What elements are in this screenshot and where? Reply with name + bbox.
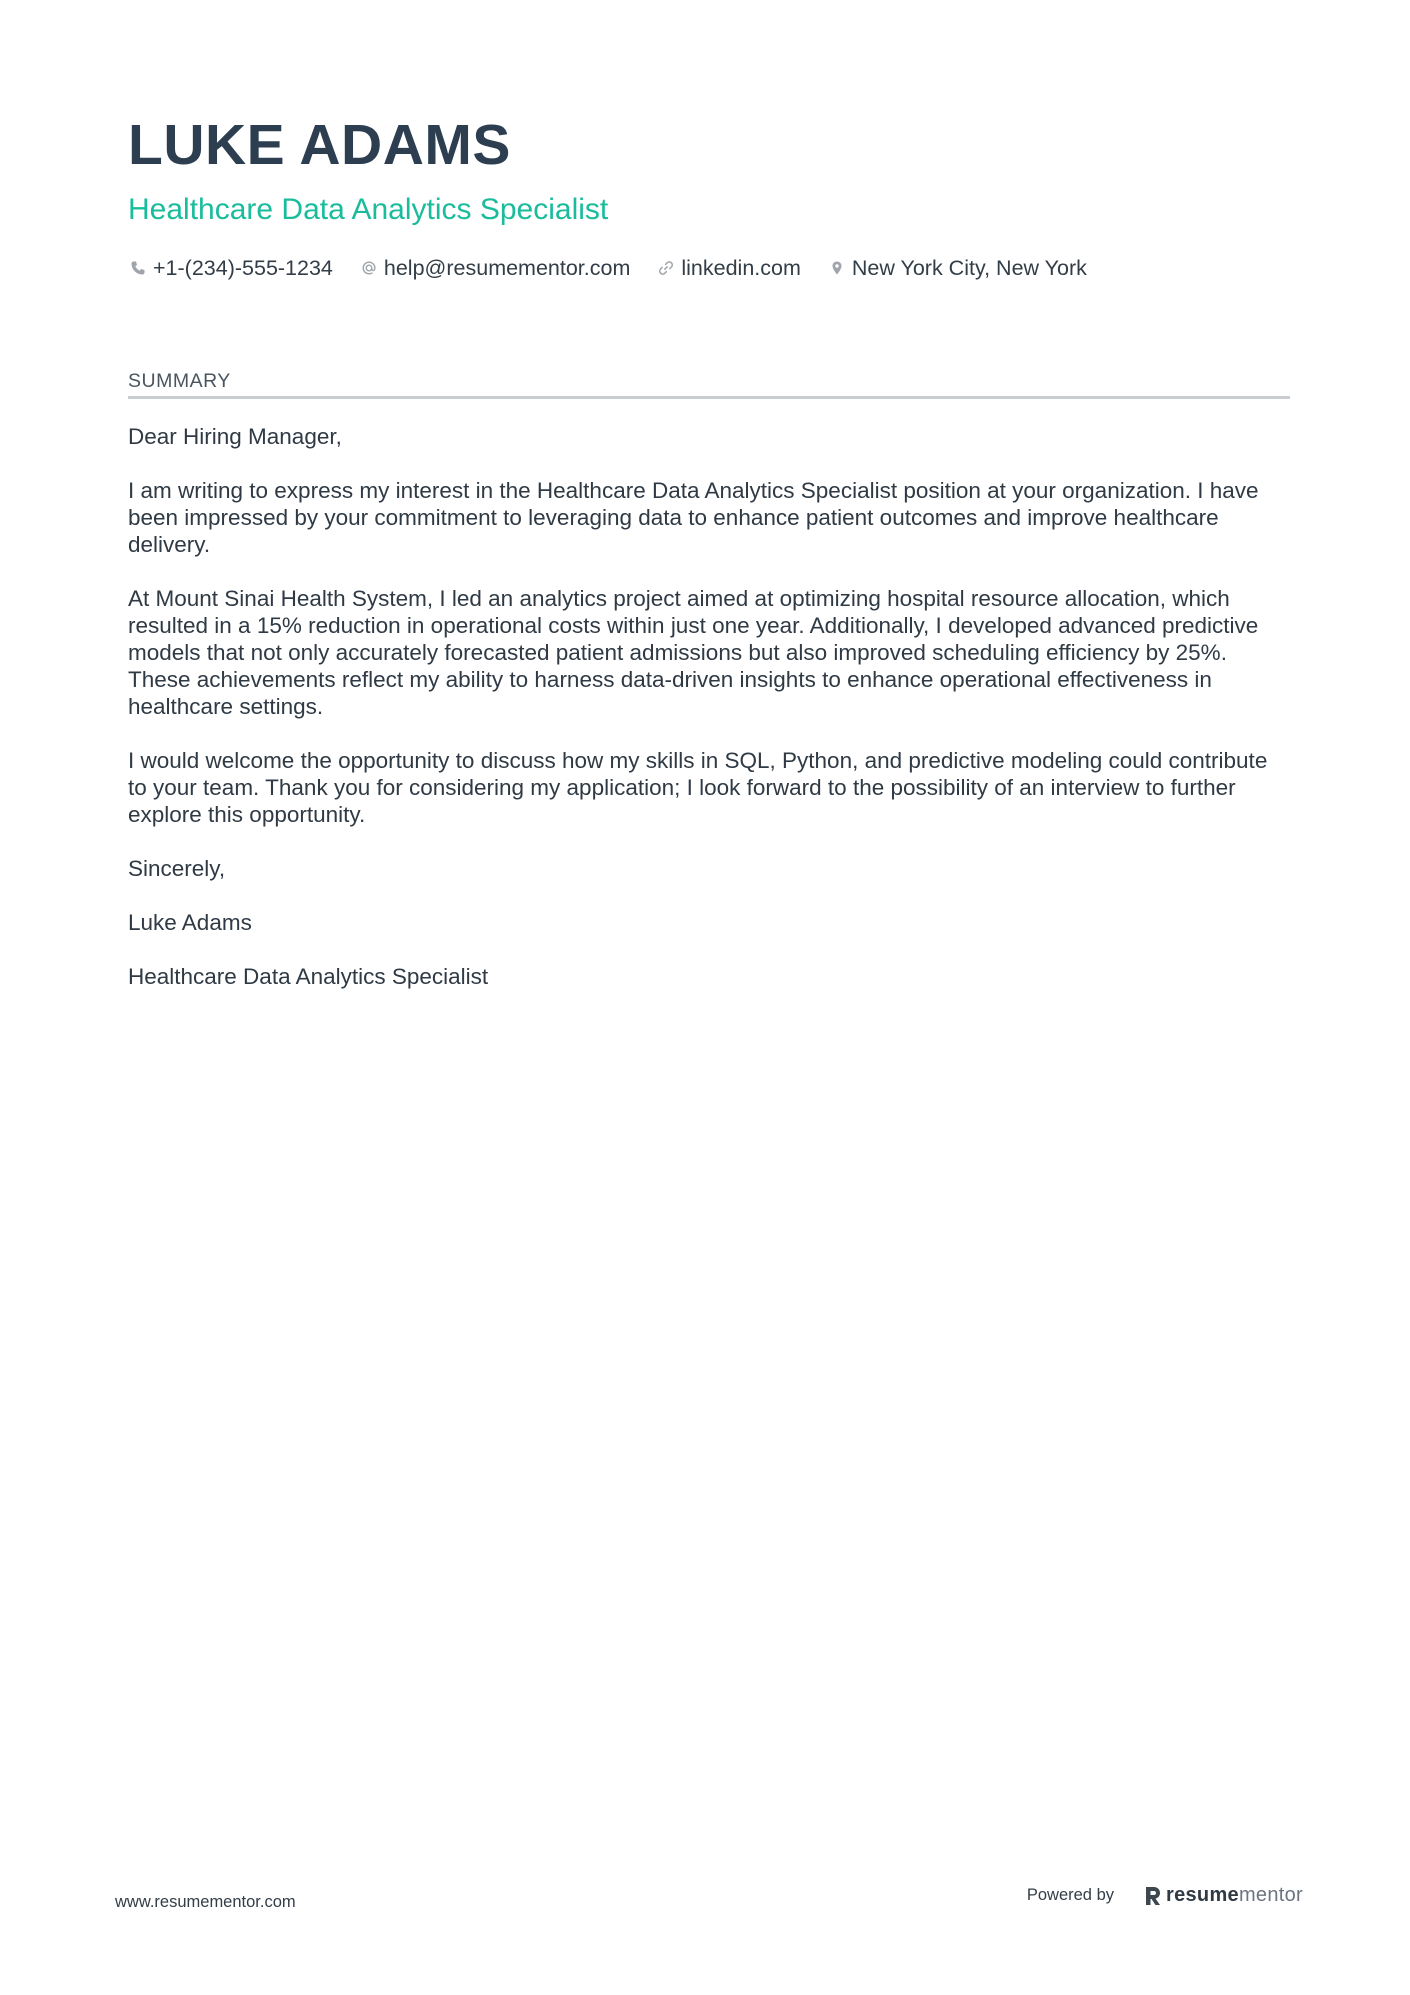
resumementor-logo[interactable]: [1144, 1884, 1303, 1907]
candidate-role: Healthcare Data Analytics Specialist: [128, 193, 609, 226]
footer-website[interactable]: www.resumementor.com: [115, 1893, 296, 1911]
letter-body: [128, 423, 1290, 990]
phone-text: +1-(234)-555-1234: [153, 256, 333, 280]
resumementor-logo-icon: [1144, 1885, 1162, 1907]
letter-paragraph: At Mount Sinai Health System, I led an analytics project aimed at optimizing hospital resource allocation, which resulted in a 15% reduction in operational costs within just one year. Additionally, I developed advanced predictive models that not only accurately forecasted patient admissions but also improved scheduling efficiency by 25%. These achievements reflect my ability to harness data-driven insights to enhance operational effectiveness in healthcare settings.: [128, 586, 1259, 719]
brand-text-resume: resume: [1166, 1884, 1239, 1906]
contact-email: [359, 254, 630, 282]
letter-paragraph: I would welcome the opportunity to discuss how my skills in SQL, Python, and predictive modeling could contribute to your team. Thank you for considering my application; I look forward to the possibility of an interview to further explore this opportunity.: [128, 748, 1268, 827]
candidate-name: LUKE ADAMS: [128, 113, 511, 177]
cover-letter: [128, 110, 1290, 1017]
footer-branding: [1027, 1884, 1303, 1907]
phone-icon: [128, 258, 148, 278]
brand-text-mentor: mentor: [1238, 1884, 1303, 1906]
signature-title: Healthcare Data Analytics Specialist: [128, 964, 489, 989]
at-icon: [359, 258, 379, 278]
summary-section: [128, 368, 1290, 990]
location-text: New York City, New York: [851, 256, 1087, 280]
closing: Sincerely,: [128, 856, 226, 881]
contact-phone: [128, 254, 333, 282]
contact-location: [827, 254, 1087, 282]
link-icon: [656, 258, 676, 278]
contact-linkedin: [656, 254, 801, 282]
contact-bar: [128, 254, 1290, 282]
letter-paragraph: I am writing to express my interest in the Healthcare Data Analytics Specialist position at your organization. I have been impressed by your commitment to leveraging data to enhance patient outcomes and improve healthcare delivery.: [128, 478, 1259, 557]
email-text: help@resumementor.com: [383, 256, 631, 280]
signature-name: Luke Adams: [128, 910, 252, 935]
salutation: Dear Hiring Manager,: [128, 424, 342, 449]
powered-by-label: Powered by: [1026, 1886, 1114, 1904]
section-title: SUMMARY: [128, 368, 1290, 399]
linkedin-text: linkedin.com: [681, 256, 801, 280]
map-pin-icon: [827, 258, 847, 278]
